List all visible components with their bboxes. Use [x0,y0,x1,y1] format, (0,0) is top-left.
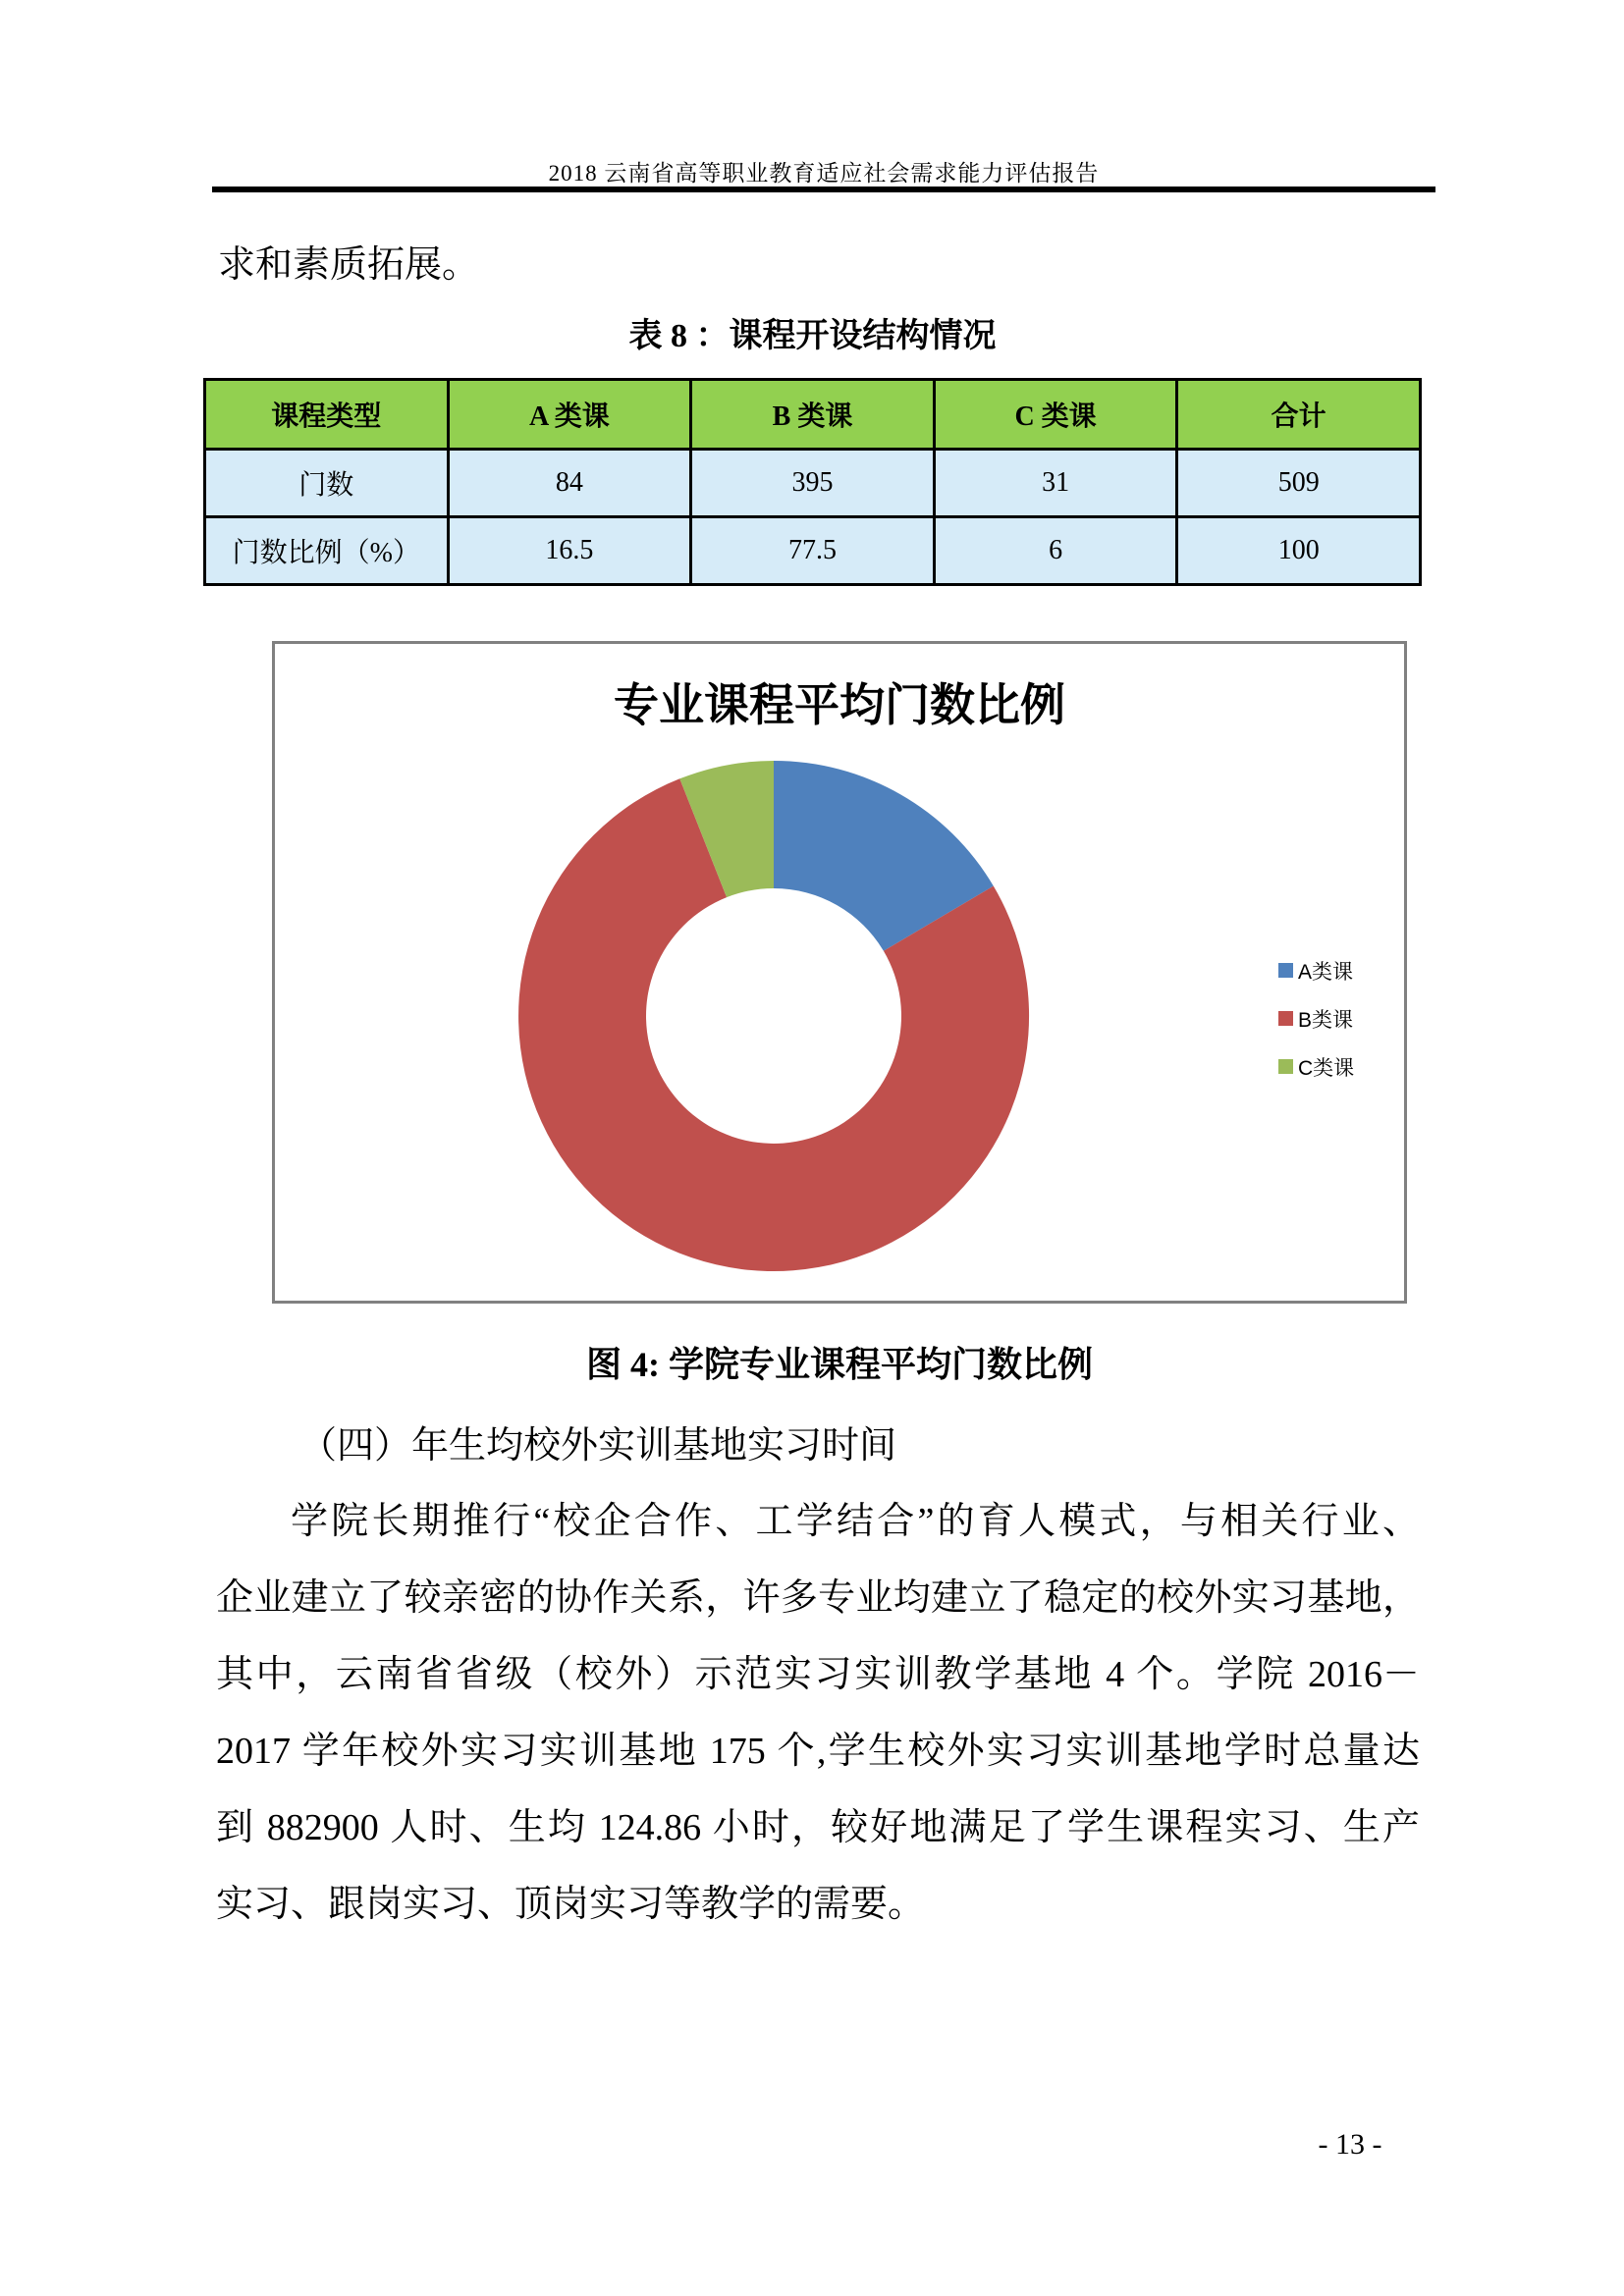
figure-caption: 图 4: 学院专业课程平均门数比例 [586,1345,1093,1384]
donut-chart [275,644,1404,1301]
paragraph-line: 实习、跟岗实习、顶岗实习等教学的需要。 [216,1884,926,1925]
paragraph-line: 其中，云南省省级（校外）示范实习实训教学基地 4 个。学院 2016－ [216,1654,1420,1695]
paragraph-line: 到 882900 人时、生均 124.86 小时，较好地满足了学生课程实习、生产 [216,1807,1420,1848]
running-header: 2018 云南省高等职业教育适应社会需求能力评估报告 [548,161,1100,186]
chart-legend [1278,946,1354,1091]
body-paragraph [216,1483,1420,1943]
chart-title: 专业课程平均门数比例 [614,680,1065,730]
paragraph-line: 2017 学年校外实习实训基地 175 个,学生校外实习实训基地学时总量达 [216,1731,1420,1772]
section-heading: （四）年生均校外实训基地实习时间 [299,1425,897,1467]
table-cell: 门数比例（%） [205,517,449,585]
paragraph-line: 学院长期推行“校企合作、工学结合”的育人模式，与相关行业、 [291,1501,1420,1542]
table-header-cell: A 类课 [448,380,691,450]
table-cell: 100 [1177,517,1421,585]
table-row [205,450,1421,517]
table-header-cell: C 类课 [934,380,1177,450]
course-structure-table [203,378,1422,586]
table-cell: 509 [1177,450,1421,517]
table-header-cell: 课程类型 [205,380,449,450]
table-title: 表 8 ：课程开设结构情况 [628,318,997,354]
header-rule [212,187,1435,192]
table-row [205,517,1421,585]
table-header-cell: 合计 [1177,380,1421,450]
table-header-cell: B 类课 [691,380,935,450]
legend-label: B类课 [1298,1008,1354,1032]
page-number: - 13 - [1318,2128,1382,2161]
table-cell: 31 [934,450,1177,517]
table-head [205,380,1421,450]
legend-label: C类课 [1298,1056,1355,1080]
table-body [205,450,1421,585]
legend-swatch-icon [1278,1059,1293,1074]
legend-label: A类课 [1298,960,1354,984]
table-header-row [205,380,1421,450]
legend-item [1278,994,1354,1042]
legend-swatch-icon [1278,1011,1293,1026]
intro-text: 求和素质拓展。 [218,244,480,286]
legend-item [1278,946,1354,994]
table-cell: 16.5 [448,517,691,585]
table-cell: 门数 [205,450,449,517]
table-cell: 84 [448,450,691,517]
figure-box [272,641,1407,1304]
legend-swatch-icon [1278,963,1293,978]
table-cell: 77.5 [691,517,935,585]
legend-item [1278,1042,1354,1091]
paragraph-line: 企业建立了较亲密的协作关系，许多专业均建立了稳定的校外实习基地， [216,1577,1420,1619]
table-cell: 395 [691,450,935,517]
table-cell: 6 [934,517,1177,585]
